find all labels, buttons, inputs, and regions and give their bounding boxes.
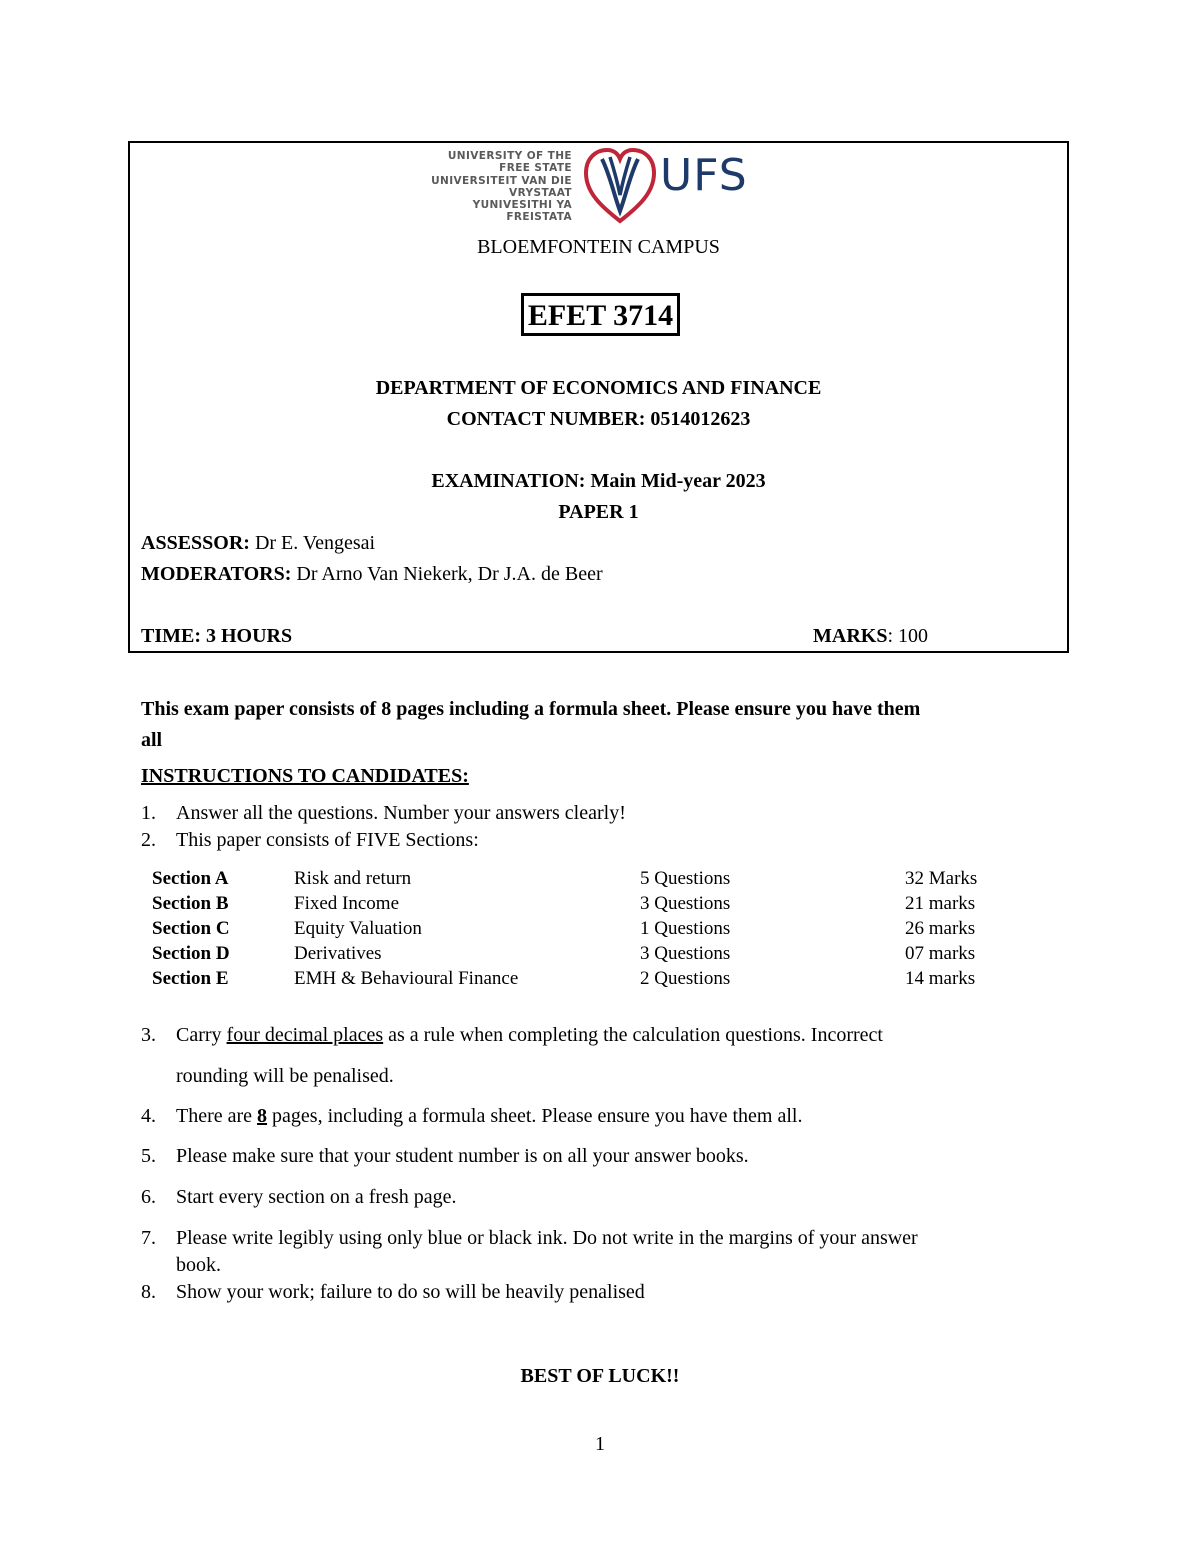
logo-line: FREE STATE <box>499 162 572 175</box>
section-name: Section C <box>152 918 230 939</box>
section-topic: EMH & Behavioural Finance <box>294 968 519 989</box>
logo-wordmark: UFS <box>660 150 748 201</box>
instructions-heading: INSTRUCTIONS TO CANDIDATES: <box>141 765 469 787</box>
assessor-line <box>141 531 375 555</box>
table-row <box>0 968 1200 992</box>
section-questions: 3 Questions <box>640 893 731 914</box>
section-name: Section B <box>152 893 229 914</box>
section-name: Section A <box>152 868 229 889</box>
instruction-3-line-2: rounding will be penalised. <box>176 1065 394 1087</box>
instruction-4-post: pages, including a formula sheet. Please ensure you have them all. <box>267 1105 803 1127</box>
item-number: 6. <box>141 1186 156 1208</box>
department-name: DEPARTMENT OF ECONOMICS AND FINANCE <box>375 377 822 399</box>
paper-number: PAPER 1 <box>558 501 639 523</box>
course-code: EFET 3714 <box>521 293 680 336</box>
item-number: 3. <box>141 1024 156 1046</box>
contact-number: CONTACT NUMBER: 0514012623 <box>446 408 751 430</box>
moderators-label: MODERATORS: <box>141 563 292 585</box>
section-topic: Derivatives <box>294 943 382 964</box>
heart-shield-icon <box>580 145 660 225</box>
section-marks: 26 marks <box>905 918 976 939</box>
logo-line: UNIVERSITY OF THE <box>447 150 572 162</box>
item-number: 8. <box>141 1281 156 1303</box>
section-topic: Equity Valuation <box>294 918 422 939</box>
section-name: Section D <box>152 943 230 964</box>
instruction-4-pre: There are <box>176 1105 258 1127</box>
instruction-3-post: as a rule when completing the calculation questions. Incorrect <box>383 1024 883 1046</box>
item-number: 2. <box>141 829 156 851</box>
section-questions: 2 Questions <box>640 968 731 989</box>
marks-value: : 100 <box>887 625 929 647</box>
closing-message: BEST OF LUCK!! <box>520 1365 680 1387</box>
table-row <box>0 943 1200 967</box>
ufs-logo <box>430 145 770 225</box>
instruction-7-line-2: book. <box>176 1254 221 1276</box>
logo-line: VRYSTAAT <box>509 186 572 199</box>
section-marks: 14 marks <box>905 968 976 989</box>
section-marks: 07 marks <box>905 943 976 964</box>
intro-line-2: all <box>141 729 163 751</box>
item-number: 5. <box>141 1145 156 1167</box>
item-number: 4. <box>141 1105 156 1127</box>
intro-line-1: This exam paper consists of 8 pages including a formula sheet. Please ensure you have them <box>141 698 921 720</box>
instruction-3-pre: Carry <box>176 1024 227 1046</box>
table-row <box>0 868 1200 892</box>
campus-name: BLOEMFONTEIN CAMPUS <box>477 236 720 258</box>
instruction-5: Please make sure that your student number is on all your answer books. <box>176 1145 749 1167</box>
instruction-8: Show your work; failure to do so will be heavily penalised <box>176 1281 645 1303</box>
logo-line: FREISTATA <box>506 211 572 224</box>
moderators-line <box>141 562 603 586</box>
logo-line: UNIVERSITEIT VAN DIE <box>431 174 572 187</box>
instruction-6: Start every section on a fresh page. <box>176 1186 457 1208</box>
marks-label: MARKS <box>813 625 888 647</box>
section-questions: 1 Questions <box>640 918 731 939</box>
section-marks: 21 marks <box>905 893 976 914</box>
assessor-value: Dr E. Vengesai <box>249 532 376 554</box>
instruction-3 <box>176 1023 883 1047</box>
assessor-label: ASSESSOR: <box>141 532 250 554</box>
examination-label: EXAMINATION: <box>431 470 586 492</box>
examination-value: Main Mid-year 2023 <box>585 470 766 492</box>
instruction-7: Please write legibly using only blue or black ink. Do not write in the margins of your answer <box>176 1227 918 1249</box>
instruction-4 <box>176 1104 802 1128</box>
logo-line: YUNIVESITHI YA <box>472 199 572 212</box>
item-number: 7. <box>141 1227 156 1249</box>
page-number: 1 <box>595 1433 605 1455</box>
section-topic: Risk and return <box>294 868 412 889</box>
section-name: Section E <box>152 968 229 989</box>
section-questions: 5 Questions <box>640 868 731 889</box>
exam-time: TIME: 3 HOURS <box>141 625 293 647</box>
instruction-2: This paper consists of FIVE Sections: <box>176 829 479 851</box>
exam-marks <box>813 624 928 648</box>
section-questions: 3 Questions <box>640 943 731 964</box>
table-row <box>0 918 1200 942</box>
instruction-1: Answer all the questions. Number your answers clearly! <box>176 802 626 824</box>
section-topic: Fixed Income <box>294 893 400 914</box>
instruction-3-emphasis: four decimal places <box>226 1024 384 1046</box>
logo-text-lines <box>430 150 572 224</box>
section-marks: 32 Marks <box>905 868 978 889</box>
examination-line <box>128 469 1069 493</box>
instruction-4-page-count: 8 <box>257 1105 268 1127</box>
moderators-value: Dr Arno Van Niekerk, Dr J.A. de Beer <box>291 563 603 585</box>
item-number: 1. <box>141 802 156 824</box>
table-row <box>0 893 1200 917</box>
